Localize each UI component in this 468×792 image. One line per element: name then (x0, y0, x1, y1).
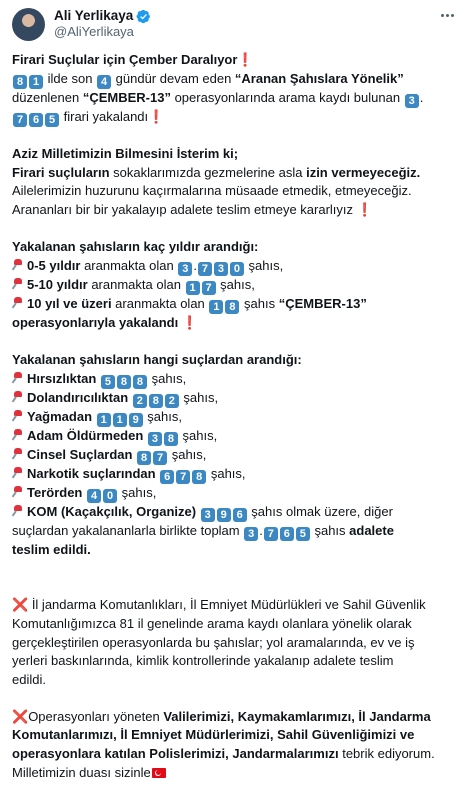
pushpin-icon (12, 486, 24, 498)
pushpin-icon (12, 278, 24, 290)
crime-item-1: Hırsızlıktan 5 8 8 şahıs, (12, 370, 458, 389)
cross-mark-icon: ❌ (12, 597, 29, 613)
exclamation-icon: ❗ (237, 52, 254, 67)
more-options-icon[interactable] (441, 14, 454, 17)
crime-item-2: Dolandırıcılıktan 2 8 2 şahıs, (12, 389, 458, 408)
crimes-heading: Yakalanan şahısların hangi suçlardan arandığı: (12, 351, 302, 367)
crime-total-line: suçlardan yakalananlarla birlikte toplam 3 . 7 6 5 şahıs adalete (12, 522, 394, 540)
tweet-header (12, 7, 151, 41)
pushpin-icon (12, 467, 24, 479)
turkey-flag-icon (152, 768, 166, 778)
crime-item-7: Terörden 4 0 şahıs, (12, 484, 458, 503)
exclamation-icon: ❗ (148, 108, 165, 124)
jandarma-line-2: Komutanlığımızca 81 il genelinde arama kaydı olanlara yönelik olarak (12, 615, 412, 631)
statement-line-2: Firari suçluların sokaklarımızda gezmelerine asla izin vermeyeceğiz. (12, 164, 421, 180)
crime-item-5: Cinsel Suçlardan 8 7 şahıs, (12, 446, 458, 465)
years-heading: Yakalanan şahısların kaç yıldır arandığı: (12, 239, 259, 255)
jandarma-line-4: yerleri baskınlarında, kimlik kontrollerinde yakalanıp adalete teslim (12, 653, 394, 669)
intro-line-3: 7 6 5 firari yakalandı❗ (12, 108, 458, 127)
thanks-line-1: ❌Operasyonları yöneten Valilerimizi, Kaymakamlarımızı, İl Jandarma (12, 708, 431, 724)
pushpin-icon (12, 259, 24, 271)
exclamation-icon: ❗ (181, 314, 199, 330)
pushpin-icon (12, 372, 24, 384)
crime-item-8: KOM (Kaçakçılık, Organize) 3 9 6 şahıs olmak üzere, diğer (12, 503, 458, 522)
years-item-2: 5-10 yıldır aranmakta olan 1 7 şahıs, (12, 276, 458, 295)
statement-heading: Aziz Milletimizin Bilmesini İsterim ki; (12, 146, 239, 162)
statement-line-4: Arananları bir bir yakalayıp adalete teslim etmeye kararlıyız ❗ (12, 201, 373, 217)
years-item-3: 10 yıl ve üzeri aranmakta olan 1 8 şahıs “ÇEMBER-13” (12, 295, 458, 314)
statement-line-3: Ailelerimizin huzurunu kaçırmalarına müsaade etmedik, etmeyeceğiz. (12, 183, 412, 199)
pushpin-icon (12, 448, 24, 460)
verified-badge-icon (136, 9, 151, 24)
intro-line-2: düzenlenen “ÇEMBER-13” operasyonlarında arama kaydı bulunan 3 . (12, 89, 424, 107)
pushpin-icon (12, 391, 24, 403)
author-block (54, 8, 151, 40)
crime-total-line-2: teslim edildi. (12, 541, 91, 557)
pushpin-icon (12, 505, 24, 517)
author-display-name[interactable]: Ali Yerlikaya (54, 8, 134, 23)
crime-item-3: Yağmadan 1 1 9 şahıs, (12, 408, 458, 427)
crime-item-6: Narkotik suçlarından 6 7 8 şahıs, (12, 465, 458, 484)
crime-item-4: Adam Öldürmeden 3 8 şahıs, (12, 427, 458, 446)
pushpin-icon (12, 297, 24, 309)
pushpin-icon (12, 429, 24, 441)
avatar[interactable] (12, 8, 45, 41)
cross-mark-icon: ❌ (12, 708, 29, 724)
thanks-line-3: operasyonlara katılan Polislerimizi, Jandarmalarımızı tebrik ediyorum. (12, 746, 435, 762)
years-item-1: 0-5 yıldır aranmakta olan 3 . 7 3 0 şahıs, (12, 257, 458, 276)
headline: Firari Suçlular için Çember Daralıyor❗ (12, 52, 254, 67)
exclamation-icon: ❗ (356, 201, 373, 217)
jandarma-line-1: ❌ İl jandarma Komutanlıkları, İl Emniyet Müdürlükleri ve Sahil Güvenlik (12, 597, 426, 613)
intro-line-1: 8 1 ilde son 4 gündür devam eden “Aranan Şahıslara Yönelik” (12, 70, 458, 89)
jandarma-line-5: edildi. (12, 671, 46, 687)
thanks-line-2: Komutanlarımızı, İl Emniyet Müdürlerimizi, Sahil Güvenliğimizi ve (12, 727, 415, 743)
years-item-3-cont: operasyonlarıyla yakalandı ❗ (12, 314, 199, 330)
jandarma-line-3: gerçekleştirilen operasyonlarda bu şahıslar; yol aramalarında, ev ve iş (12, 634, 415, 650)
thanks-line-4: Milletimizin duası sizinle (12, 764, 458, 783)
pushpin-icon (12, 410, 24, 422)
author-handle[interactable]: @AliYerlikaya (54, 24, 134, 39)
tweet-body (12, 51, 458, 782)
